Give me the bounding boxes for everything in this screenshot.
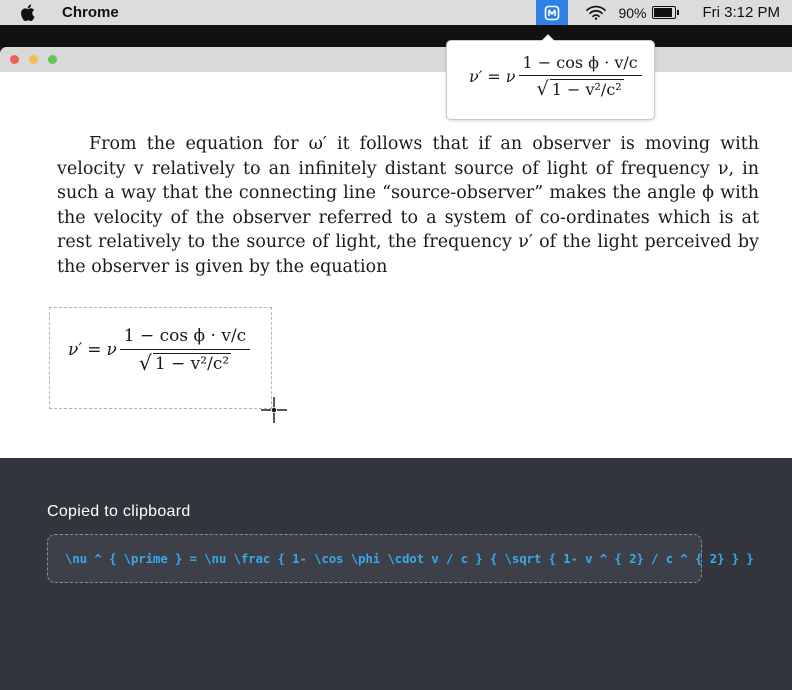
preview-fraction [519, 53, 642, 99]
menu-bar-status-area [536, 0, 792, 25]
sqrt-icon: √ [138, 351, 152, 375]
preview-radicand: 1 − v²/c² [551, 80, 622, 99]
equation-equals: = [87, 340, 102, 360]
browser-window [0, 47, 792, 458]
window-titlebar [0, 47, 792, 72]
equation-numerator: 1 − cos ϕ · v/c [120, 326, 250, 350]
zoom-button[interactable] [48, 55, 57, 64]
close-button[interactable] [10, 55, 19, 64]
preview-equation [469, 53, 642, 99]
clipboard-panel [0, 458, 792, 690]
equation [68, 326, 250, 374]
clock[interactable]: Fri 3:12 PM [702, 4, 780, 21]
crosshair-cursor-icon [259, 395, 289, 425]
equation-lhs: ν′ [68, 340, 83, 360]
battery-level-fill [654, 8, 671, 17]
capture-selection-box[interactable] [49, 307, 272, 409]
preview-coef: ν [505, 66, 516, 86]
wifi-icon[interactable] [586, 5, 606, 20]
apple-icon[interactable] [20, 4, 50, 21]
preview-lhs: ν′ [469, 66, 483, 86]
desktop-strip [0, 25, 792, 47]
app-name[interactable]: Chrome [62, 4, 119, 21]
mathpix-menu-icon[interactable] [536, 0, 568, 25]
equation-denominator [139, 350, 231, 374]
preview-denominator [536, 76, 623, 99]
equation-fraction [120, 326, 250, 374]
equation-preview-popover [446, 40, 655, 120]
sqrt-icon: √ [536, 77, 549, 100]
equation-coef: ν [106, 340, 117, 360]
latex-output-box[interactable] [47, 534, 754, 583]
battery-icon[interactable] [652, 6, 676, 19]
preview-equals: = [487, 66, 501, 86]
battery-percent: 90% [618, 4, 647, 21]
menu-bar [0, 0, 792, 25]
minimize-button[interactable] [29, 55, 38, 64]
latex-output-text[interactable]: \nu ^ { \prime } = \nu \frac { 1- \cos \phi \cdot v / c } { \sqrt { 1- v ^ { 2} / c ^ { 2} } } [65, 551, 754, 566]
equation-radicand: 1 − v²/c² [154, 354, 230, 374]
panel-title: Copied to clipboard [47, 503, 191, 520]
document-paragraph: From the equation for ω′ it follows that if an observer is moving with velocity v relatively to an infinitely distant source of light of frequency ν, in such a way that the connecting line “source-observer” makes the angle ϕ with the velocity of the observer referred to a system of co-ordinates which is at rest relatively to the source of light, the frequency ν′ of the light perceived by the observer is given by the equation [57, 134, 759, 277]
preview-numerator: 1 − cos ϕ · v/c [519, 53, 642, 76]
